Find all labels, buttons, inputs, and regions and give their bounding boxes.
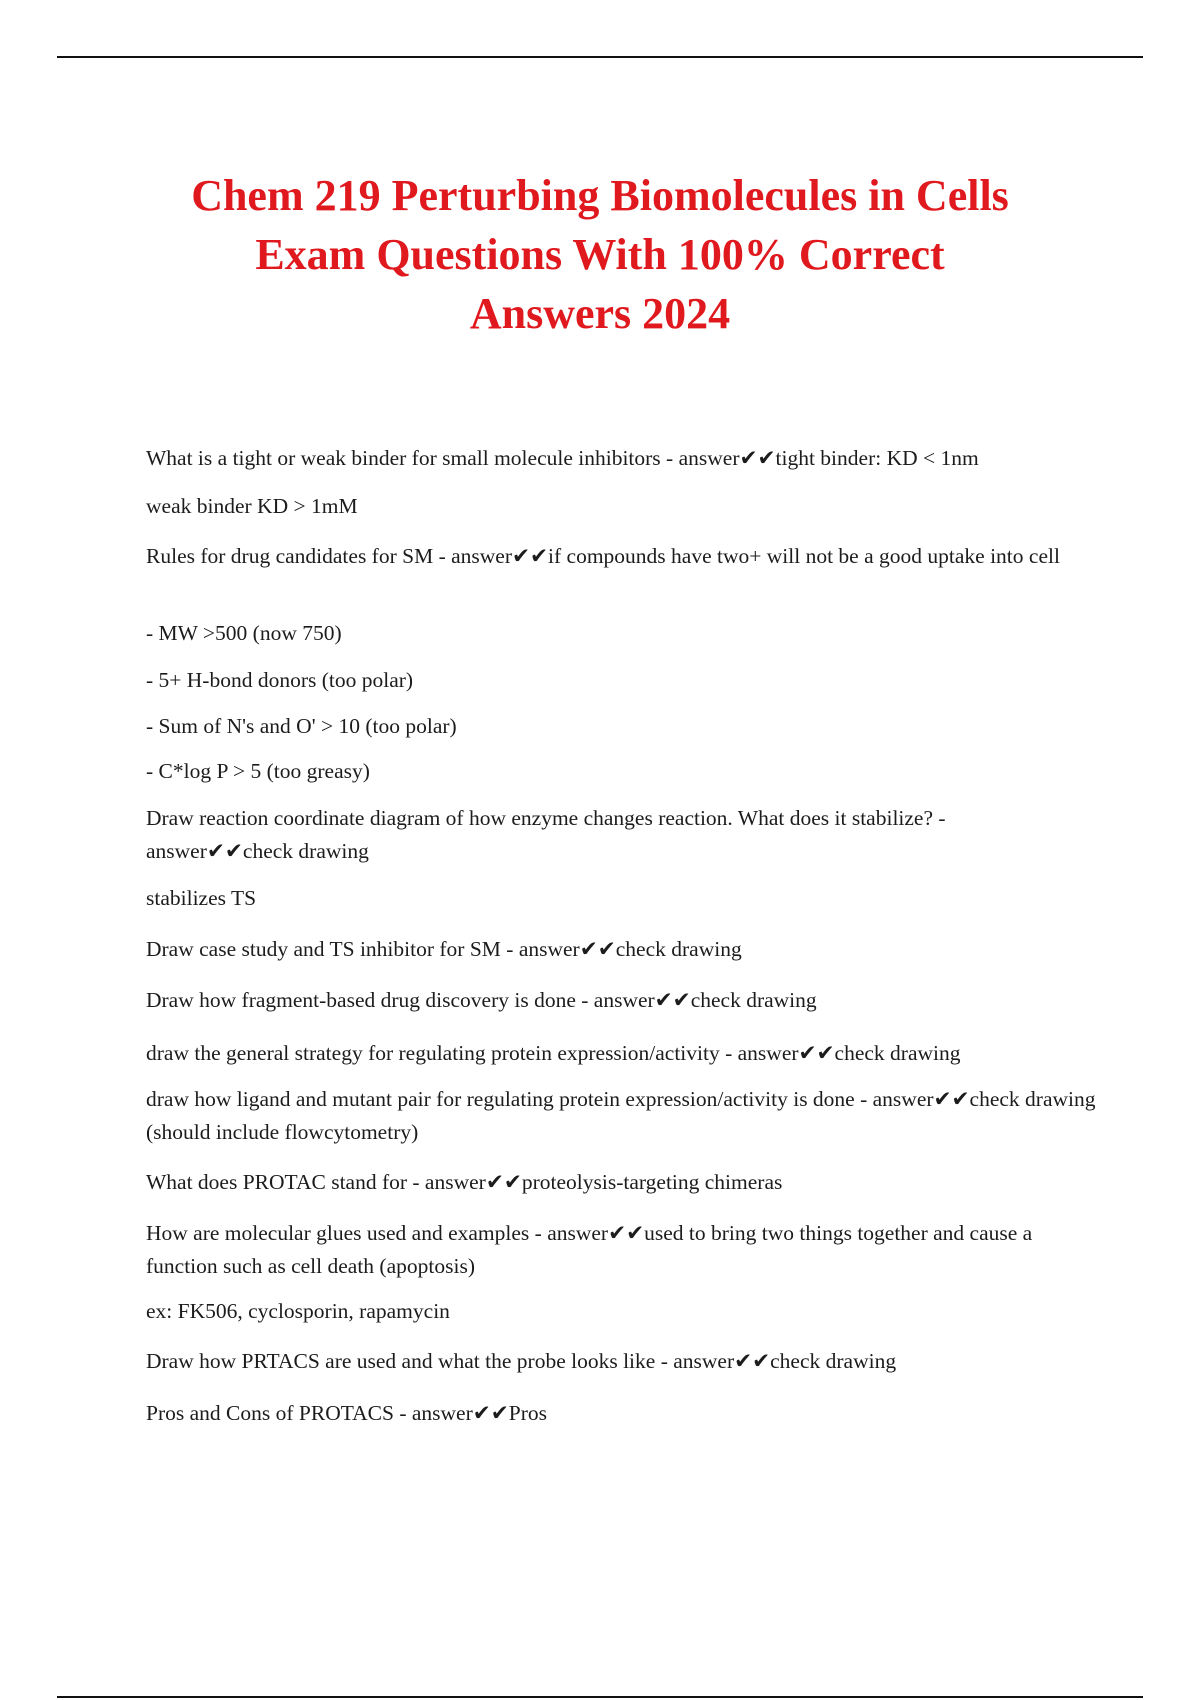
paragraph: - C*log P > 5 (too greasy)	[146, 759, 370, 783]
paragraph: Draw case study and TS inhibitor for SM - answer✔✔check drawing	[146, 937, 742, 961]
paragraph: Rules for drug candidates for SM - answer✔✔if compounds have two+ will not be a good uptake into cell	[146, 544, 1060, 568]
paragraph: How are molecular glues used and examples - answer✔✔used to bring two things together and cause a function such as cell death (apoptosis)	[146, 1221, 1033, 1278]
paragraph: What does PROTAC stand for - answer✔✔proteolysis-targeting chimeras	[146, 1170, 783, 1194]
paragraph: draw the general strategy for regulating protein expression/activity - answer✔✔check drawing	[146, 1041, 961, 1065]
paragraph: Draw how fragment-based drug discovery is done - answer✔✔check drawing	[146, 988, 817, 1012]
paragraph: - Sum of N's and O' > 10 (too polar)	[146, 714, 457, 738]
paragraph: What is a tight or weak binder for small molecule inhibitors - answer✔✔tight binder: KD < 1nm	[146, 446, 979, 470]
paragraph: Draw how PRTACS are used and what the probe looks like - answer✔✔check drawing	[146, 1349, 897, 1373]
footer-rule	[57, 1696, 1143, 1698]
title-line-1: Chem 219 Perturbing Biomolecules in Cells	[191, 171, 1009, 220]
paragraph: weak binder KD > 1mM	[146, 494, 358, 518]
paragraph: Draw reaction coordinate diagram of how enzyme changes reaction. What does it stabilize? - answer✔✔check drawing	[146, 806, 946, 863]
paragraph: - MW >500 (now 750)	[146, 621, 342, 645]
paragraph: stabilizes TS	[146, 886, 257, 910]
paragraph: ex: FK506, cyclosporin, rapamycin	[146, 1299, 450, 1323]
title-line-2: Exam Questions With 100% Correct	[255, 230, 945, 279]
paragraph: draw how ligand and mutant pair for regulating protein expression/activity is done - answer✔✔check drawing (should include flowcytometry)	[146, 1087, 1096, 1144]
title-line-3: Answers 2024	[469, 289, 731, 338]
paragraph: - 5+ H-bond donors (too polar)	[146, 668, 414, 692]
paragraph: Pros and Cons of PROTACS - answer✔✔Pros	[146, 1401, 548, 1425]
header-rule	[57, 56, 1143, 58]
document-title	[100, 166, 1100, 343]
